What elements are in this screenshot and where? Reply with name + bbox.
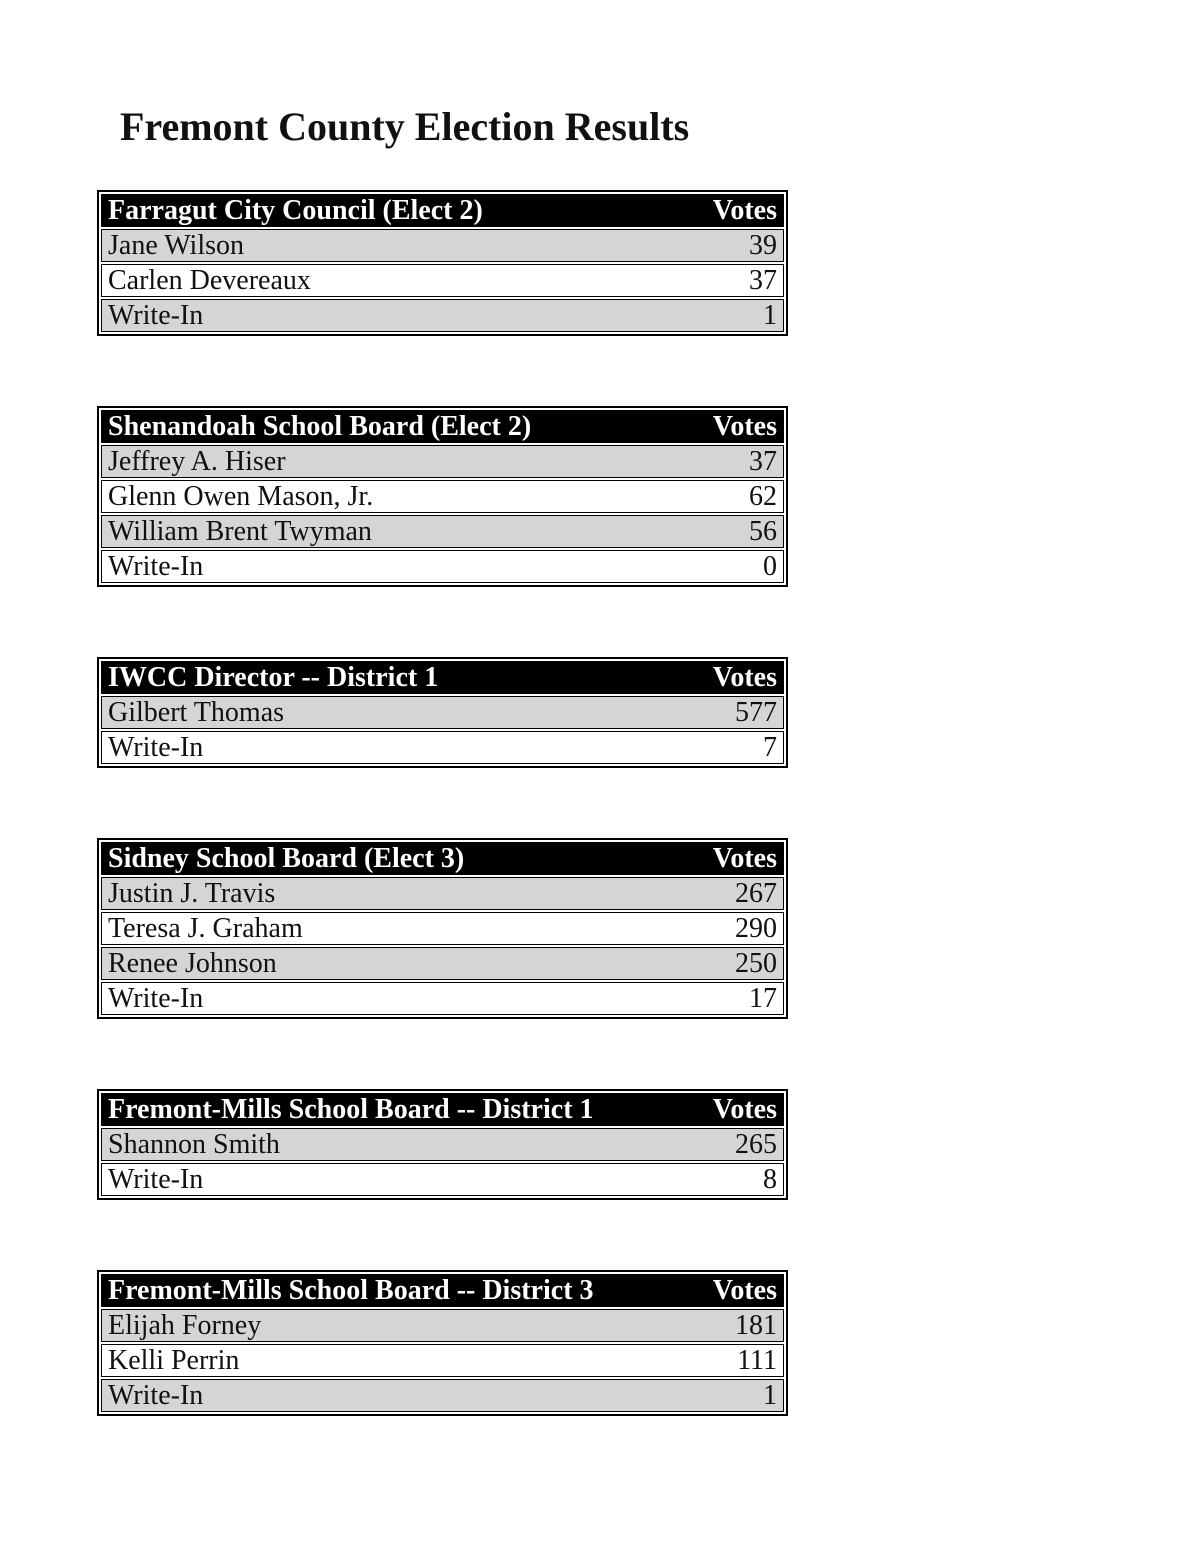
candidate-name: Justin J. Travis <box>108 877 276 909</box>
results-table <box>97 1270 788 1416</box>
table-header-row <box>101 194 784 227</box>
candidate-name: Write-In <box>108 982 204 1014</box>
candidate-name: Write-In <box>108 550 204 582</box>
table-row <box>101 877 784 910</box>
results-tables <box>97 190 1200 1416</box>
candidate-name: Renee Johnson <box>108 947 277 979</box>
table-row <box>101 696 784 729</box>
vote-count: 17 <box>749 982 777 1014</box>
votes-column-header: Votes <box>712 1093 777 1125</box>
results-table <box>97 190 788 336</box>
candidate-name: Jane Wilson <box>108 229 245 261</box>
vote-count: 1 <box>763 1379 777 1411</box>
contest-title: Fremont-Mills School Board -- District 3 <box>108 1274 594 1306</box>
table-header-row <box>101 842 784 875</box>
vote-count: 37 <box>749 264 777 296</box>
results-table <box>97 1089 788 1200</box>
vote-count: 7 <box>763 731 777 763</box>
candidate-name: Jeffrey A. Hiser <box>108 445 286 477</box>
table-row <box>101 480 784 513</box>
table-header-row <box>101 410 784 443</box>
table-row <box>101 299 784 332</box>
table-row <box>101 1344 784 1377</box>
candidate-name: Carlen Devereaux <box>108 264 311 296</box>
contest-title: IWCC Director -- District 1 <box>108 661 439 693</box>
vote-count: 265 <box>735 1128 777 1160</box>
candidate-name: Elijah Forney <box>108 1309 262 1341</box>
vote-count: 577 <box>735 696 777 728</box>
candidate-name: Write-In <box>108 731 204 763</box>
contest-title: Sidney School Board (Elect 3) <box>108 842 465 874</box>
candidate-name: Write-In <box>108 1163 204 1195</box>
table-row <box>101 550 784 583</box>
vote-count: 181 <box>735 1309 777 1341</box>
vote-count: 56 <box>749 515 777 547</box>
table-row <box>101 445 784 478</box>
results-table <box>97 657 788 768</box>
results-table <box>97 838 788 1019</box>
table-row <box>101 1128 784 1161</box>
page-title: Fremont County Election Results <box>120 104 690 149</box>
candidate-name: Gilbert Thomas <box>108 696 285 728</box>
vote-count: 62 <box>749 480 777 512</box>
candidate-name: Teresa J. Graham <box>108 912 303 944</box>
vote-count: 290 <box>735 912 777 944</box>
table-row <box>101 229 784 262</box>
table-row <box>101 515 784 548</box>
table-row <box>101 1163 784 1196</box>
vote-count: 8 <box>763 1163 777 1195</box>
vote-count: 267 <box>735 877 777 909</box>
votes-column-header: Votes <box>712 661 777 693</box>
candidate-name: Write-In <box>108 1379 204 1411</box>
votes-column-header: Votes <box>712 842 777 874</box>
votes-column-header: Votes <box>712 410 777 442</box>
table-row <box>101 1309 784 1342</box>
candidate-name: Kelli Perrin <box>108 1344 240 1376</box>
vote-count: 250 <box>735 947 777 979</box>
vote-count: 0 <box>763 550 777 582</box>
table-header-row <box>101 1274 784 1307</box>
contest-title: Fremont-Mills School Board -- District 1 <box>108 1093 594 1125</box>
table-row <box>101 912 784 945</box>
table-row <box>101 982 784 1015</box>
table-row <box>101 1379 784 1412</box>
table-row <box>101 731 784 764</box>
candidate-name: William Brent Twyman <box>108 515 372 547</box>
contest-title: Shenandoah School Board (Elect 2) <box>108 410 532 442</box>
candidate-name: Write-In <box>108 299 204 331</box>
vote-count: 37 <box>749 445 777 477</box>
table-row <box>101 264 784 297</box>
candidate-name: Glenn Owen Mason, Jr. <box>108 480 374 512</box>
vote-count: 111 <box>737 1344 777 1376</box>
table-header-row <box>101 1093 784 1126</box>
candidate-name: Shannon Smith <box>108 1128 280 1160</box>
vote-count: 1 <box>763 299 777 331</box>
votes-column-header: Votes <box>712 1274 777 1306</box>
table-row <box>101 947 784 980</box>
votes-column-header: Votes <box>712 194 777 226</box>
contest-title: Farragut City Council (Elect 2) <box>108 194 483 226</box>
table-header-row <box>101 661 784 694</box>
vote-count: 39 <box>749 229 777 261</box>
results-table <box>97 406 788 587</box>
